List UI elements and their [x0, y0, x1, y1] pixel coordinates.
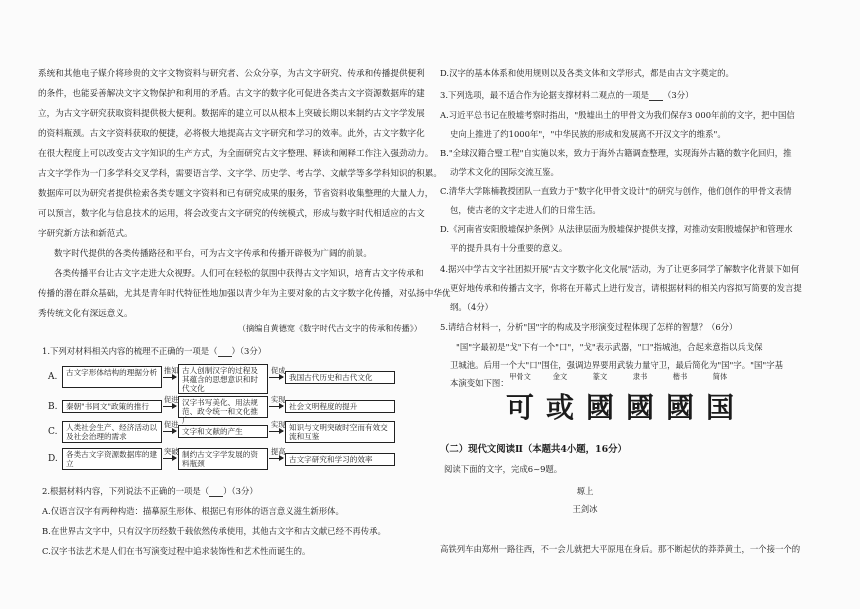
q5-text-line: 卫城池。后用一个大"口"围住，强调边界要用武装力量守卫，最后简化为"国"字。"国"字基 [450, 360, 783, 370]
question-3-stem [440, 86, 693, 105]
flow-box: 古文字研究和学习的效率 [285, 453, 395, 466]
arrow-icon [163, 431, 176, 432]
flow-box: 我国古代历史和古代文化 [285, 371, 395, 384]
flow-relation: 促进 [164, 420, 179, 429]
flow-relation: 实现 [271, 395, 286, 404]
script-label: 简体 [712, 372, 728, 381]
story-first-line: 高铁列车由郑州一路往西，不一会儿就把大平原甩在身后。那不断起伏的莽莽黄土，一个接一个的 [440, 544, 801, 554]
regular-glyph: 國 [665, 391, 694, 424]
flow-relation: 实现 [271, 420, 286, 429]
option-letter: B. [48, 402, 58, 412]
passage-line: 系统和其他电子媒介将珍贵的文字文物资料与研究者、公众分享，为古文字研究、传承和传播提供便利 [38, 69, 425, 79]
section-heading: （二）现代文阅读Ⅱ（本题共4小题，16分） [440, 444, 627, 455]
q5-text-line: 本演变如下图： [450, 378, 509, 388]
oracle-glyph: 可 [505, 391, 534, 424]
flow-relation: 突破 [164, 447, 179, 456]
arrow-icon [163, 377, 176, 378]
q1-score: ）（3分） [231, 346, 267, 356]
flow-box: 古人创制汉字的过程及其蕴含的思想意识和时代文化 [178, 364, 268, 394]
q2-option-d: D.汉字的基本体系和使用规则以及各类文体和文学形式，都是由古文字奠定的。 [440, 68, 734, 78]
q3-option: C.清华大学陈楠教授团队一直致力于"数字化甲骨文设计"的研究与创作，他们创作的甲骨文表情 [440, 186, 792, 196]
q1-flow-diagram [38, 364, 422, 474]
q2-score: ）（3分） [223, 486, 258, 496]
flow-box: 知识与文明突破时空而有效交流和互鉴 [285, 421, 395, 443]
answer-blank[interactable] [649, 91, 663, 101]
script-evolution-figure [500, 372, 750, 424]
answer-blank[interactable] [218, 347, 232, 357]
q3-option: A.习近平总书记在殷墟考察时指出，"殷墟出土的甲骨文为我们保存3 000年前的文字，把中国信 [440, 110, 795, 120]
q3-score: （3分） [663, 90, 694, 100]
flow-box: 汉字书写美化、用法规范、政令统一和文化推广 [178, 396, 268, 418]
script-label: 甲骨文 [509, 372, 531, 381]
passage-line: 古文字学作为一门多学科交叉学科，需要语言学、文字学、历史学、考古学、文献学等多学科知识的积累。 [38, 169, 442, 179]
q3-option: B."全球汉籍合璧工程"自实施以来，致力于海外古籍调查整理，实现海外古籍的数字化回归，推 [440, 148, 792, 158]
arrow-icon [269, 406, 283, 407]
question-4-line: 更好地传承和传播古文字，你将在开幕式上进行发言，请根据材料的相关内容拟写简要的发言提 [450, 283, 802, 293]
script-label: 金文 [552, 372, 568, 381]
question-1-stem [42, 342, 266, 361]
q1-stem-text: 1.下列对材料相关内容的梳理不正确的一项是（ [42, 346, 218, 356]
left-column [38, 0, 451, 609]
flow-box: 秦朝"书同文"政策的推行 [62, 400, 162, 413]
arrow-icon [269, 458, 283, 459]
question-4-line: 4.据兴中学古文字社团拟开展"古文字数字化文化展"活动，为了让更多同学了解数字化背景下如何 [440, 264, 800, 274]
passage-line: 字研究新方法和新范式。 [38, 229, 133, 239]
flow-relation: 促成 [271, 366, 286, 375]
arrow-icon [163, 406, 176, 407]
question-2-stem [42, 482, 258, 501]
passage-source: （摘编自黄德宽《数字时代古文字的传承和传播》） [237, 323, 422, 333]
seal-glyph: 國 [585, 391, 614, 424]
flow-relation: 促进 [164, 395, 179, 404]
q3-option-cont: 动学术文化的国际交流互鉴。 [450, 167, 559, 177]
option-letter: C. [48, 427, 58, 437]
q2-option: B.在世界古文字中，只有汉字历经数千载依然传承使用，其他古文字和古文献已经不再传承。 [42, 526, 386, 536]
passage-line: 的资料瓶颈。古文字资料获取的便捷，必将极大地提高古文字研究和学习的效率。此外，古文字数字化 [38, 129, 425, 139]
option-letter: A. [48, 372, 58, 382]
passage-line: 立，为古文字研究获取资料提供极大便利。数据库的建立可以从根本上突破长期以来制约古文字学发展 [38, 109, 425, 119]
flow-relation: 推知 [164, 366, 179, 375]
flow-relation: 提高 [271, 447, 286, 456]
question-4-line: 纲。（4分） [450, 302, 494, 312]
story-author: 王剑冰 [572, 504, 598, 514]
story-title: 塬上 [576, 486, 594, 496]
reading-instruction: 阅读下面的文字，完成6~9题。 [444, 464, 563, 474]
q3-option: D.《河南省安阳殷墟保护条例》从法律层面为殷墟保护提供支撑，对推动安阳殷墟保护和管理水 [440, 224, 793, 234]
simplified-glyph: 国 [705, 391, 734, 424]
passage-line: 各类传播平台让古文字走进大众视野。人们可在轻松的氛围中获得古文字知识，培育古文字传承和 [54, 269, 424, 279]
passage-line: 在很大程度上可以改变古文字知识的生产方式，为全面研究古文字整理、释读和阐释工作注入强劲动力。 [38, 149, 434, 159]
q3-option-cont: 平的提升具有十分重要的意义。 [450, 243, 568, 253]
arrow-icon [269, 431, 283, 432]
script-label: 隶书 [632, 372, 648, 381]
flow-box: 古文字形体结构的理据分析 [62, 366, 162, 388]
arrow-icon [269, 377, 283, 378]
passage-line: 可以预言，数字化与信息技术的运用，将会改变古文字研究的传统模式，形成与数字时代相适应的古文 [38, 209, 425, 219]
passage-line: 的条件，也能妥善解决文字文物保护和利用的矛盾。古文字的数字化可促进各类古文字资源数据库的建 [38, 89, 425, 99]
passage-line: 数字时代提供的各类传播路径和平台，可为古文字传承和传播开辟极为广阔的前景。 [54, 249, 372, 259]
q3-option-cont: 史向上推进了约1000年"，"中华民族的形成和发展离不开汉文字的维系"。 [450, 129, 726, 139]
question-5-stem: 5.请结合材料一，分析"国"字的构成及字形演变过程体现了怎样的智慧？（6分） [440, 322, 738, 332]
answer-blank[interactable] [209, 487, 223, 497]
flow-box: 文字和文献的产生 [178, 425, 268, 438]
passage-line: 传播的潜在群众基础，尤其是青年时代特征性地加强以青少年为主要对象的古文字数字化传播，对弘扬中华优 [38, 289, 451, 299]
flow-box: 社会文明程度的提升 [285, 400, 395, 413]
flow-box: 制约古文字学发展的资料瓶颈 [178, 448, 268, 470]
q2-option: A.仅语言汉字有两种构造：描摹原生形体、根据已有形体的语言意义滋生新形体。 [42, 506, 344, 516]
q3-option-cont: 包，使古老的文字走进人们的日常生活。 [450, 205, 601, 215]
q2-stem-text: 2.根据材料内容，下列说法不正确的一项是（ [42, 486, 210, 496]
bronze-glyph: 或 [545, 391, 574, 424]
clerical-glyph: 國 [625, 391, 654, 424]
arrow-icon [163, 458, 176, 459]
passage-line: 数据库可以为研究者提供检索各类专题文字资料和已有研究成果的服务，节省资料收集整理的大量人力， [38, 189, 434, 199]
option-letter: D. [48, 454, 58, 464]
q5-text-line: "国"字最初是"戈"下有一个"口"，"戈"表示武器，"口"指城池，合起来意指以兵戈保 [456, 342, 763, 352]
script-label: 篆文 [592, 372, 608, 381]
passage-line: 秀传统文化有深远意义。 [38, 309, 133, 319]
flow-box: 各类古文字资源数据库的建立 [62, 448, 162, 470]
q2-option: C.汉字书法艺术是人们在书写演变过程中追求装饰性和艺术性而诞生的。 [42, 546, 311, 556]
flow-box: 人类社会生产、经济活动以及社会治理的需求 [62, 421, 162, 443]
q3-stem-text: 3.下列选项，最不适合作为论据支撑材料二观点的一项是 [440, 90, 649, 100]
script-label: 楷书 [672, 372, 688, 381]
right-column [440, 0, 832, 609]
